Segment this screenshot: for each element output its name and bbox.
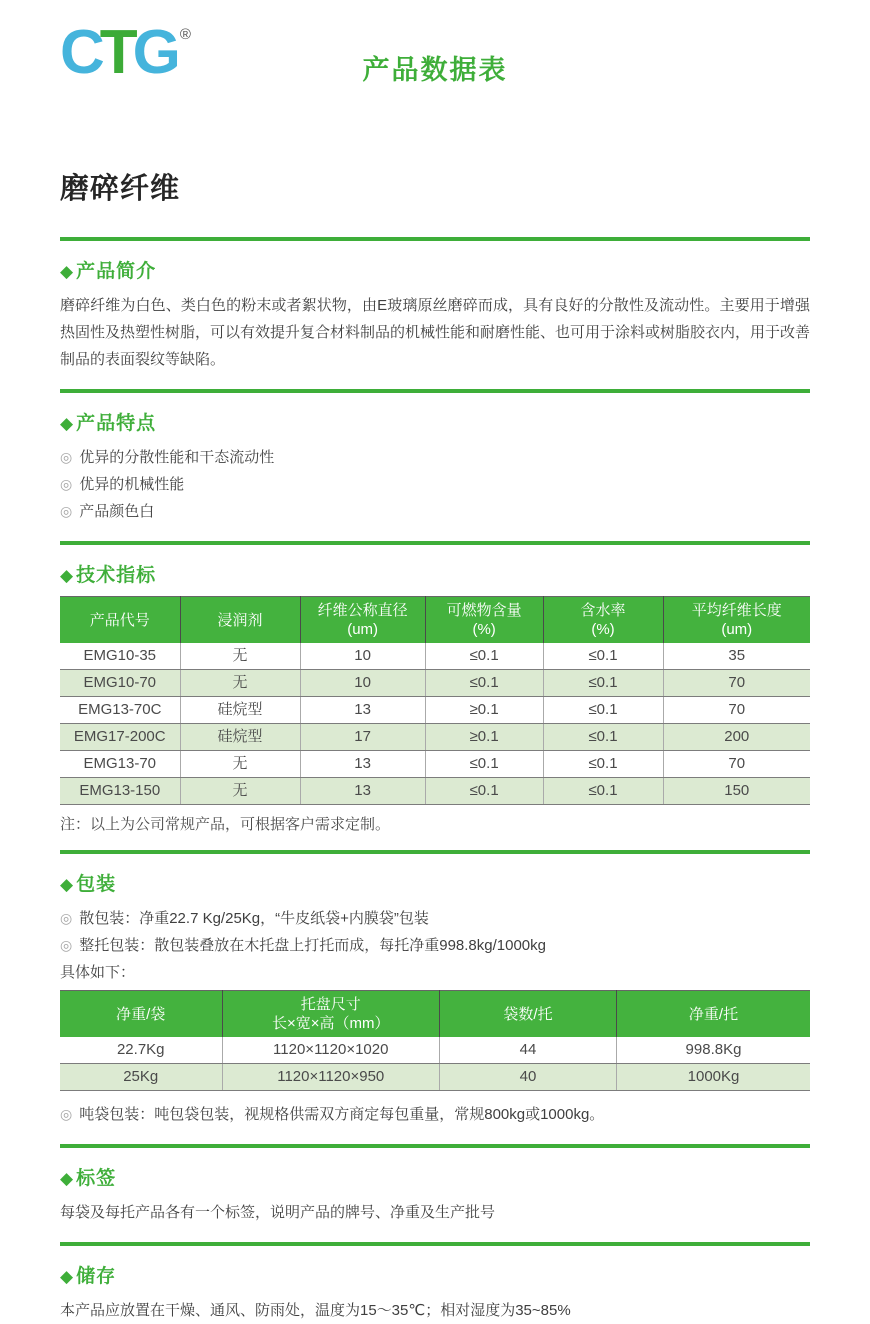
packaging-table-header xyxy=(60,991,810,1038)
specs-note: 注：以上为公司常规产品，可根据客户需求定制。 xyxy=(60,816,391,833)
circle-bullet-icon: ◎ xyxy=(60,449,73,465)
packaging-item-text: 整托包装：散包装叠放在木托盘上打托而成，每托净重998.8kg/1000kg xyxy=(79,937,546,954)
cell-fiber-diameter: 10 xyxy=(300,643,425,670)
circle-bullet-icon: ◎ xyxy=(60,476,73,492)
logo-letter-g: G xyxy=(132,18,176,87)
diamond-bullet-icon: ◆ xyxy=(60,1169,75,1188)
cell-product-code: EMG13-150 xyxy=(60,778,180,805)
cell-pallet-size: 1120×1120×1020 xyxy=(222,1037,440,1064)
cell-sizing-agent: 无 xyxy=(180,670,300,697)
intro-heading-label: 产品简介 xyxy=(76,261,157,282)
cell-fiber-diameter: 13 xyxy=(300,751,425,778)
logo-letter-t: T xyxy=(99,18,133,87)
cell-avg-fiber-length: 70 xyxy=(663,697,810,724)
table-row xyxy=(60,751,810,778)
diamond-bullet-icon: ◆ xyxy=(60,262,75,281)
page-title: 产品数据表 xyxy=(362,55,508,85)
cell-sizing-agent: 无 xyxy=(180,751,300,778)
specs-heading-label: 技术指标 xyxy=(76,565,157,586)
cell-combustible-content: ≤0.1 xyxy=(425,670,543,697)
table-row xyxy=(60,670,810,697)
label-heading xyxy=(60,1163,810,1190)
table-row xyxy=(60,1037,810,1064)
features-heading xyxy=(60,408,810,435)
column-header: 含水率 (%) xyxy=(543,597,663,644)
cell-sizing-agent: 硅烷型 xyxy=(180,697,300,724)
cell-pallet-size: 1120×1120×950 xyxy=(222,1064,440,1091)
column-header: 托盘尺寸 长×宽×高（mm） xyxy=(222,991,440,1038)
packaging-footer-list xyxy=(60,1101,810,1128)
cell-combustible-content: ≤0.1 xyxy=(425,778,543,805)
cell-fiber-diameter: 13 xyxy=(300,778,425,805)
section-features xyxy=(60,408,810,525)
cell-avg-fiber-length: 35 xyxy=(663,643,810,670)
cell-combustible-content: ≤0.1 xyxy=(425,751,543,778)
section-divider xyxy=(60,237,810,241)
diamond-bullet-icon: ◆ xyxy=(60,414,75,433)
feature-item-text: 优异的机械性能 xyxy=(79,476,185,493)
column-header: 浸润剂 xyxy=(180,597,300,644)
table-row xyxy=(60,697,810,724)
product-name-title: 磨碎纤维 xyxy=(60,173,181,205)
section-intro xyxy=(60,256,810,373)
logo-letter-c: C xyxy=(60,18,100,87)
diamond-bullet-icon: ◆ xyxy=(60,566,75,585)
column-header: 袋数/托 xyxy=(440,991,617,1038)
cell-product-code: EMG13-70C xyxy=(60,697,180,724)
section-storage xyxy=(60,1261,810,1324)
section-divider xyxy=(60,541,810,545)
cell-product-code: EMG10-70 xyxy=(60,670,180,697)
feature-item xyxy=(60,498,810,525)
packaging-heading xyxy=(60,869,810,896)
cell-fiber-diameter: 10 xyxy=(300,670,425,697)
feature-item xyxy=(60,471,810,498)
cell-fiber-diameter: 13 xyxy=(300,697,425,724)
label-heading-label: 标签 xyxy=(76,1168,117,1189)
cell-avg-fiber-length: 200 xyxy=(663,724,810,751)
circle-bullet-icon: ◎ xyxy=(60,1106,73,1122)
column-header: 净重/托 xyxy=(617,991,811,1038)
cell-moisture: ≤0.1 xyxy=(543,670,663,697)
cell-sizing-agent: 硅烷型 xyxy=(180,724,300,751)
packaging-table xyxy=(60,990,810,1091)
cell-net-weight-per-pallet: 1000Kg xyxy=(617,1064,811,1091)
circle-bullet-icon: ◎ xyxy=(60,937,73,953)
specs-table-header xyxy=(60,597,810,644)
section-divider xyxy=(60,850,810,854)
storage-body-text: 本产品应放置在干燥、通风、防雨处，温度为15～35℃；相对湿度为35~85% xyxy=(60,1302,571,1319)
features-heading-label: 产品特点 xyxy=(76,413,157,434)
intro-body-text: 磨碎纤维为白色、类白色的粉末或者絮状物，由E玻璃原丝磨碎而成，具有良好的分散性及流动性。主要用于增强热固性及热塑性树脂，可以有效提升复合材料制品的机械性能和耐磨性能、也可用于涂料或树脂胶衣内，用于改善制品的表面裂纹等缺陷。 xyxy=(60,297,811,368)
cell-net-weight-per-bag: 25Kg xyxy=(60,1064,222,1091)
feature-item xyxy=(60,444,810,471)
registered-trademark-icon: ® xyxy=(179,26,191,43)
diamond-bullet-icon: ◆ xyxy=(60,875,75,894)
label-body-text: 每袋及每托产品各有一个标签，说明产品的牌号、净重及生产批号 xyxy=(60,1204,496,1221)
page-header xyxy=(60,0,810,118)
feature-item-text: 产品颜色白 xyxy=(79,503,155,520)
section-divider xyxy=(60,1242,810,1246)
cell-combustible-content: ≥0.1 xyxy=(425,697,543,724)
cell-sizing-agent: 无 xyxy=(180,643,300,670)
packaging-item xyxy=(60,905,810,932)
feature-list xyxy=(60,444,810,525)
cell-moisture: ≤0.1 xyxy=(543,751,663,778)
packaging-item xyxy=(60,932,810,959)
cell-moisture: ≤0.1 xyxy=(543,643,663,670)
section-divider xyxy=(60,1144,810,1148)
column-header: 产品代号 xyxy=(60,597,180,644)
cell-bags-per-pallet: 44 xyxy=(440,1037,617,1064)
cell-avg-fiber-length: 70 xyxy=(663,670,810,697)
circle-bullet-icon: ◎ xyxy=(60,503,73,519)
cell-moisture: ≤0.1 xyxy=(543,724,663,751)
packaging-item-text: 散包装：净重22.7 Kg/25Kg，“牛皮纸袋+内膜袋”包装 xyxy=(79,910,429,927)
cell-product-code: EMG13-70 xyxy=(60,751,180,778)
column-header: 纤维公称直径 (um) xyxy=(300,597,425,644)
packaging-list xyxy=(60,905,810,959)
section-divider xyxy=(60,389,810,393)
cell-product-code: EMG10-35 xyxy=(60,643,180,670)
storage-heading-label: 储存 xyxy=(76,1266,117,1287)
cell-product-code: EMG17-200C xyxy=(60,724,180,751)
cell-fiber-diameter: 17 xyxy=(300,724,425,751)
table-row xyxy=(60,724,810,751)
section-label xyxy=(60,1163,810,1226)
packaging-item-text: 吨袋包装：吨包袋包装，视规格供需双方商定每包重量，常规800kg或1000kg。 xyxy=(79,1106,605,1123)
cell-avg-fiber-length: 150 xyxy=(663,778,810,805)
storage-heading xyxy=(60,1261,810,1288)
diamond-bullet-icon: ◆ xyxy=(60,1267,75,1286)
cell-combustible-content: ≤0.1 xyxy=(425,643,543,670)
cell-avg-fiber-length: 70 xyxy=(663,751,810,778)
column-header: 净重/袋 xyxy=(60,991,222,1038)
section-packaging xyxy=(60,869,810,1128)
column-header: 平均纤维长度 (um) xyxy=(663,597,810,644)
cell-moisture: ≤0.1 xyxy=(543,697,663,724)
intro-heading xyxy=(60,256,810,283)
cell-net-weight-per-pallet: 998.8Kg xyxy=(617,1037,811,1064)
section-specs xyxy=(60,560,810,834)
table-row xyxy=(60,1064,810,1091)
packaging-item xyxy=(60,1101,810,1128)
specs-heading xyxy=(60,560,810,587)
cell-sizing-agent: 无 xyxy=(180,778,300,805)
packaging-heading-label: 包装 xyxy=(76,874,117,895)
table-row xyxy=(60,643,810,670)
specs-table xyxy=(60,596,810,805)
column-header: 可燃物含量 (%) xyxy=(425,597,543,644)
packaging-detail-label: 具体如下： xyxy=(60,964,136,981)
table-row xyxy=(60,778,810,805)
feature-item-text: 优异的分散性能和干态流动性 xyxy=(79,449,275,466)
circle-bullet-icon: ◎ xyxy=(60,910,73,926)
cell-bags-per-pallet: 40 xyxy=(440,1064,617,1091)
cell-combustible-content: ≥0.1 xyxy=(425,724,543,751)
cell-moisture: ≤0.1 xyxy=(543,778,663,805)
cell-net-weight-per-bag: 22.7Kg xyxy=(60,1037,222,1064)
